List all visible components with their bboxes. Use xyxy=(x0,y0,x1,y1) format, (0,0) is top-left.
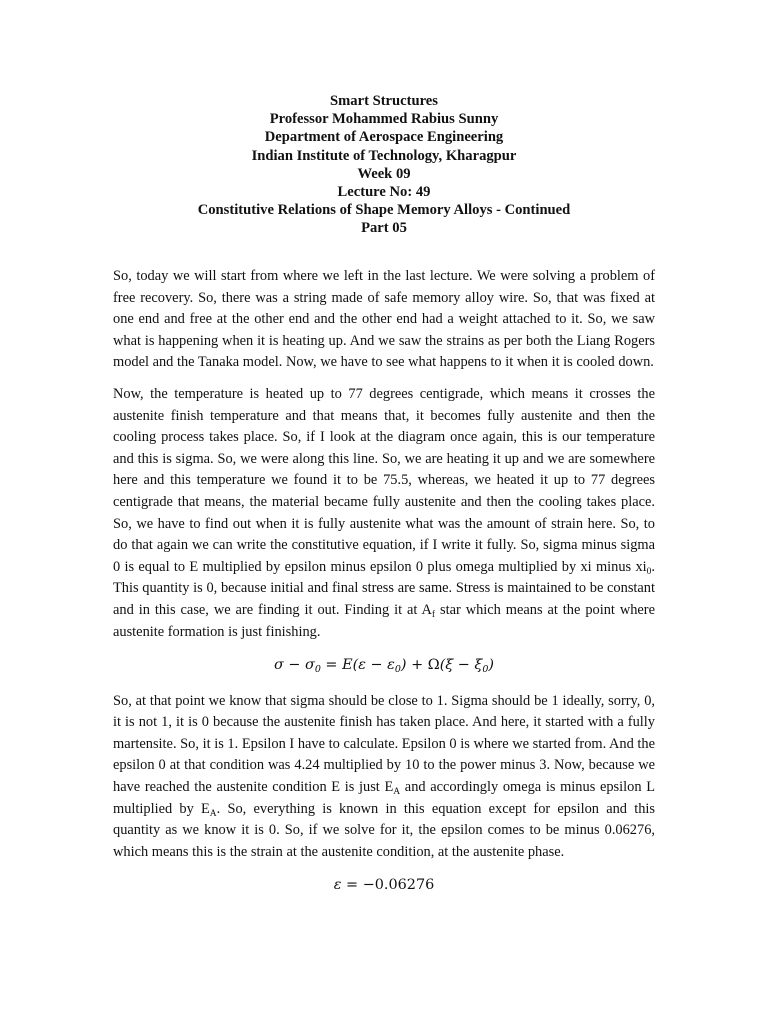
lecture-title: Constitutive Relations of Shape Memory Alloys - Continued xyxy=(197,202,571,219)
eq1-term1-close: ) xyxy=(400,657,407,674)
eq1-term1: (ε − ε xyxy=(352,657,395,674)
lecture-number: Lecture No: 49 xyxy=(337,184,431,201)
subscript-a-2: A xyxy=(209,808,217,819)
lecture-header xyxy=(0,92,768,238)
eq1-omega: Ω xyxy=(427,657,440,674)
course-title: Smart Structures xyxy=(330,93,438,109)
paragraph-2-text-b: . This quantity is 0, because initial and final stress are same. Stress is maintained to be constant and in this case, we are finding it out. Finding it at A xyxy=(113,558,655,618)
paragraph-3 xyxy=(113,691,655,864)
strain-result-equation xyxy=(113,875,655,897)
transcript-body xyxy=(113,266,655,911)
part-label: Part 05 xyxy=(361,220,407,237)
eq1-e-symbol: E xyxy=(342,657,353,674)
eq1-plus: + xyxy=(406,657,428,674)
week-label: Week 09 xyxy=(357,165,411,182)
eq2-equals: = xyxy=(341,877,363,894)
paragraph-2-text-c: star which means at the point where austenite formation is just finishing. xyxy=(113,601,655,640)
eq2-lhs: ε xyxy=(333,877,342,894)
eq1-lhs-sub: 0 xyxy=(314,664,321,676)
paragraph-3-text-a: So, at that point we know that sigma should be close to 1. Sigma should be 1 ideally, sorry, 0, it is not 1, it is 0 because the austenite finish has taken place. And here, it started with a fully martensite. So, it is 1. Epsilon I have to calculate. Epsilon 0 is where we started from. And the epsilon 0 at that condition was 4.24 multiplied by 10 to the power minus 3. Now, because we have reached the austenite condition E is just E xyxy=(113,692,655,796)
professor-name: Professor Mohammed Rabius Sunny xyxy=(269,111,499,128)
eq2-value: −0.06276 xyxy=(362,877,435,894)
institute-name: Indian Institute of Technology, Kharagpur xyxy=(251,147,517,164)
paragraph-3-text-b: and accordingly omega is minus epsilon L multiplied by E xyxy=(113,779,655,817)
paragraph-2-text-a: Now, the temperature is heated up to 77 degrees centigrade, which means it crosses the austenite finish temperature and that means that, it becomes fully austenite and then the cooling process takes place. So, if I look at the diagram once again, this is our temperature and this is sigma. So, we were along this line. So, we are heating it up and we are somewhere here and this temperature we found it to be 75.5, whereas, we heated it up to 77 degrees centigrade that means, the material became fully austenite and then the cooling takes place. So, we have to find out when it is fully austenite what was the amount of strain here. So, to do that again we can write the constitutive equation, if I write it fully. So, sigma minus sigma 0 is equal to E multiplied by epsilon minus epsilon 0 plus omega multiplied by xi minus xi xyxy=(113,385,655,575)
paragraph-1: So, today we will start from where we left in the last lecture. We were solving a problem of free recovery. So, there was a string made of safe memory alloy wire. So, that was fixed at one end and free at the other end and the other end had a weight attached to it. So, we saw what is happening when it is heating up. And we saw the strains as per both the Liang Rogers model and the Tanaka model. Now, we have to see what happens to it when it is cooled down. xyxy=(113,268,655,371)
eq1-term2-close: ) xyxy=(488,657,495,674)
department-name: Department of Aerospace Engineering xyxy=(264,129,504,146)
paragraph-3-text-c: . So, everything is known in this equation except for epsilon and this quantity as we know it is 0. So, if we solve for it, the epsilon comes to be minus 0.06276, which means this is the strain at the austenite condition, at the austenite phase. xyxy=(113,800,655,860)
eq1-lhs: σ − σ xyxy=(273,657,315,674)
subscript-a-1: A xyxy=(393,787,401,798)
eq1-equals: = xyxy=(320,657,343,674)
eq1-term1-sub: 0 xyxy=(394,664,401,676)
subscript-zero: 0 xyxy=(646,566,652,577)
subscript-f: f xyxy=(431,609,436,620)
paragraph-2 xyxy=(113,384,655,643)
eq1-term2-sub: 0 xyxy=(482,664,489,676)
eq1-term2: (ξ − ξ xyxy=(439,657,483,674)
constitutive-equation xyxy=(113,655,655,677)
